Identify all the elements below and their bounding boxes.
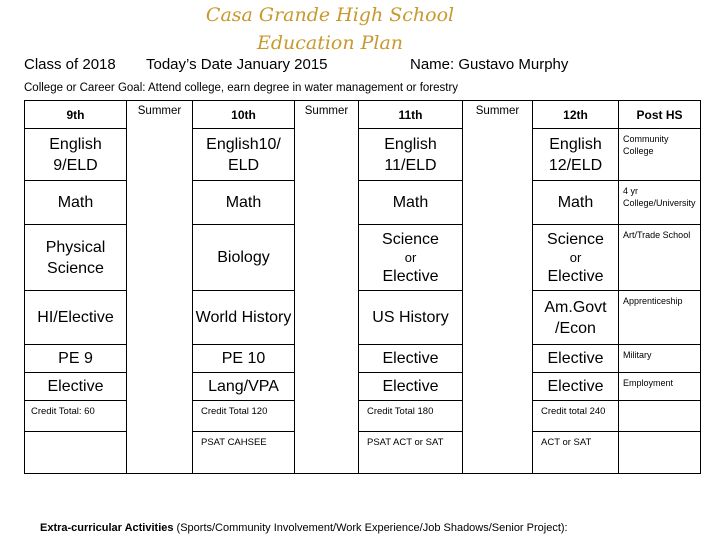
row-science — [25, 225, 701, 291]
science-12-or: or — [569, 249, 582, 265]
header-summer-1: Summer — [127, 101, 193, 474]
education-plan-table — [24, 100, 701, 474]
cell-pe-10: PE 10 — [193, 345, 295, 373]
cell-math-12: Math — [533, 181, 619, 225]
header-9th: 9th — [25, 101, 127, 129]
extra-detail: (Sports/Community Involvement/Work Experience/Job Shadows/Senior Project): — [173, 522, 568, 534]
cell-elective-10: Lang/VPA — [193, 373, 295, 401]
post-military: Military — [619, 345, 701, 373]
credit-total-10: Credit Total 120 — [193, 401, 295, 432]
post-community-college: Community College — [619, 129, 701, 181]
tests-9-empty — [25, 432, 127, 474]
credit-total-9: Credit Total: 60 — [25, 401, 127, 432]
credit-total-11: Credit Total 180 — [359, 401, 463, 432]
row-elective — [25, 373, 701, 401]
extra-label: Extra-curricular Activities — [40, 522, 174, 534]
row-pe — [25, 345, 701, 373]
credit-post-empty — [619, 401, 701, 432]
header-11th: 11th — [359, 101, 463, 129]
cell-elective-9: Elective — [25, 373, 127, 401]
row-math — [25, 181, 701, 225]
cell-science-11 — [359, 225, 463, 291]
cell-history-11: US History — [359, 291, 463, 345]
cell-english-9: English 9/ELD — [25, 129, 127, 181]
tests-post-empty — [619, 432, 701, 474]
tests-10: PSAT CAHSEE — [193, 432, 295, 474]
header-10th: 10th — [193, 101, 295, 129]
cell-elective-11: Elective — [359, 373, 463, 401]
header-12th: 12th — [533, 101, 619, 129]
header-post-hs: Post HS — [619, 101, 701, 129]
cell-history-12: Am.Govt /Econ — [533, 291, 619, 345]
cell-science-10: Biology — [193, 225, 295, 291]
cell-math-9: Math — [25, 181, 127, 225]
header-summer-3: Summer — [463, 101, 533, 474]
cell-pe-9: PE 9 — [25, 345, 127, 373]
cell-science-9: Physical Science — [25, 225, 127, 291]
cell-english-11: English 11/ELD — [359, 129, 463, 181]
science-11-line2: Elective — [382, 267, 439, 285]
cell-math-11: Math — [359, 181, 463, 225]
cell-history-9: HI/Elective — [25, 291, 127, 345]
todays-date: Today’s Date January 2015 — [146, 56, 328, 73]
science-12-line2: Elective — [547, 267, 604, 285]
tests-12: ACT or SAT — [533, 432, 619, 474]
row-tests — [25, 432, 701, 474]
post-4yr-college: 4 yr College/University — [619, 181, 701, 225]
row-english — [25, 129, 701, 181]
post-apprenticeship: Apprenticeship — [619, 291, 701, 345]
cell-pe-12: Elective — [533, 345, 619, 373]
cell-english-12: English 12/ELD — [533, 129, 619, 181]
science-11-or: or — [404, 249, 417, 265]
cell-elective-12: Elective — [533, 373, 619, 401]
science-11-line1: Science — [382, 230, 439, 248]
science-12-line1: Science — [547, 230, 604, 248]
row-history — [25, 291, 701, 345]
header-row — [25, 101, 701, 129]
school-title: Casa Grande High School — [205, 4, 455, 26]
career-goal: College or Career Goal: Attend college, earn degree in water management or forestry — [24, 82, 459, 94]
cell-english-10: English10/ ELD — [193, 129, 295, 181]
cell-science-12 — [533, 225, 619, 291]
plan-title: Education Plan — [256, 32, 404, 54]
tests-11: PSAT ACT or SAT — [359, 432, 463, 474]
student-name: Name: Gustavo Murphy — [410, 56, 569, 73]
post-employment: Employment — [619, 373, 701, 401]
row-credits — [25, 401, 701, 432]
post-art-trade-school: Art/Trade School — [619, 225, 701, 291]
cell-history-10: World History — [193, 291, 295, 345]
class-of: Class of 2018 — [24, 56, 116, 73]
cell-math-10: Math — [193, 181, 295, 225]
header-summer-2: Summer — [295, 101, 359, 474]
cell-pe-11: Elective — [359, 345, 463, 373]
extra-curricular — [40, 522, 568, 534]
credit-total-12: Credit total 240 — [533, 401, 619, 432]
